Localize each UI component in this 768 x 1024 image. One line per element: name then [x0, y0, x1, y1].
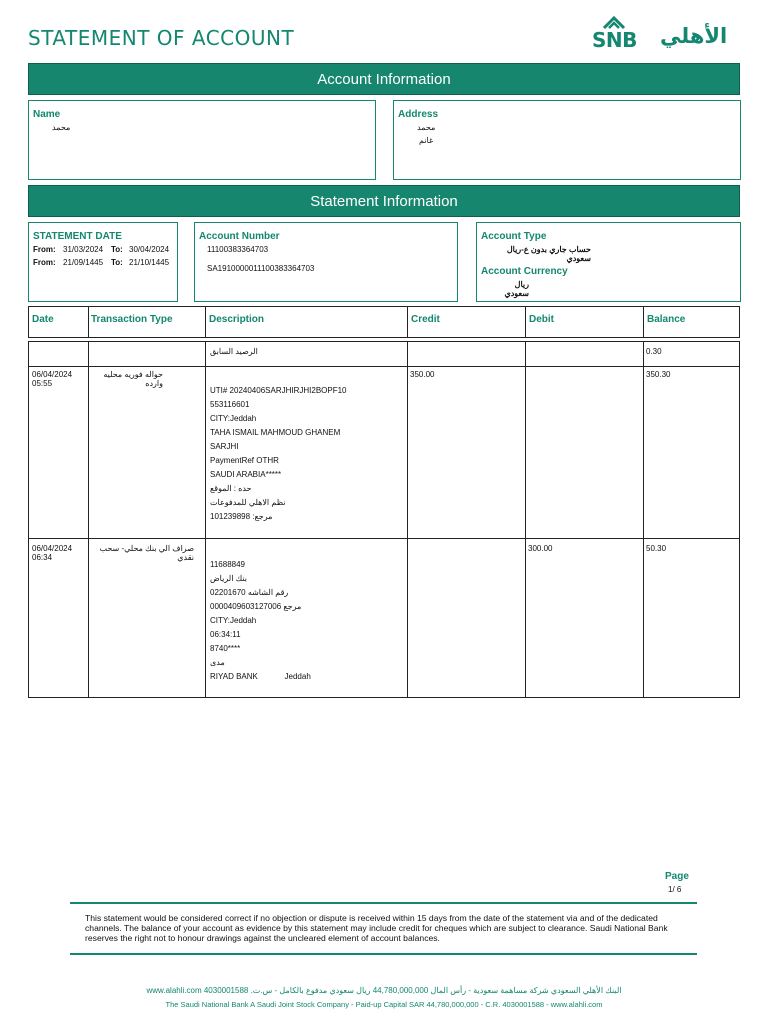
- header-cell-date: [28, 306, 89, 338]
- table-row-2-balance: [643, 538, 740, 698]
- row-1-credit: 350.00: [410, 370, 435, 379]
- row-2-date: 06/04/2024: [32, 544, 73, 553]
- table-row-0-description: [205, 341, 408, 367]
- table-row-0-balance: [643, 341, 740, 367]
- name-label: Name: [33, 109, 61, 120]
- row-2-debit: 300.00: [528, 544, 553, 553]
- row-1-desc-line-8: حده : الموقع: [210, 484, 252, 493]
- header-credit: Credit: [411, 314, 440, 325]
- row-1-desc-line-4: TAHA ISMAIL MAHMOUD GHANEM: [210, 428, 341, 437]
- account-currency: ريال سعودي: [504, 280, 529, 298]
- statement-date-label: STATEMENT DATE: [33, 231, 122, 242]
- header-date: Date: [32, 314, 54, 325]
- row-1-desc-line-10: مرجع: 101239898: [210, 512, 273, 521]
- table-row-2-credit: [407, 538, 526, 698]
- row-1-desc-line-1: UTI# 20240406SARJHIRJHI2BOPF10: [210, 386, 347, 395]
- table-row-1-credit: [407, 366, 526, 539]
- row-2-desc-line-3: رقم الشاشه 02201670: [210, 588, 289, 597]
- from-hijri: 21/09/1445: [63, 258, 104, 267]
- name-box: [28, 100, 376, 180]
- row-1-date: 06/04/2024: [32, 370, 73, 379]
- to-label: To:: [111, 245, 123, 254]
- row-2-desc-line-6: 06:34:11: [210, 630, 241, 639]
- statement-information-banner: Statement Information: [28, 185, 740, 217]
- header-transaction-type: Transaction Type: [91, 314, 173, 325]
- from-gregorian: 31/03/2024: [63, 245, 104, 254]
- name-value: محمد: [52, 123, 71, 132]
- account-type-box: [476, 222, 741, 302]
- header-balance: Balance: [647, 314, 686, 325]
- table-row-1-debit: [525, 366, 644, 539]
- address-line-1: محمد: [417, 123, 436, 132]
- table-row-1-date: [28, 366, 89, 539]
- header-debit: Debit: [529, 314, 554, 325]
- logo-text-en: SNB: [592, 28, 637, 52]
- table-row-2-date: [28, 538, 89, 698]
- row-1-desc-line-7: SAUDI ARABIA*****: [210, 470, 282, 479]
- row-1-desc-line-6: PaymentRef OTHR: [210, 456, 279, 465]
- row-1-balance: 350.30: [646, 370, 671, 379]
- table-row-2-debit: [525, 538, 644, 698]
- row-2-desc-line-4: مرجع 0000409603127006: [210, 602, 302, 611]
- logo-text-ar: الأهلي: [660, 24, 728, 48]
- row-1-type: حواله فوريه محليه وارده: [103, 370, 163, 388]
- account-type-label: Account Type: [481, 231, 547, 242]
- page-number: 1/ 6: [668, 885, 682, 894]
- account-type: حساب جاري بدون ع-ريال سعودي: [506, 245, 591, 263]
- header-description: Description: [209, 314, 265, 325]
- account-currency-label: Account Currency: [481, 266, 568, 277]
- row-2-desc-line-1: 11688849: [210, 560, 245, 569]
- account-information-banner: Account Information: [28, 63, 740, 95]
- table-row-1-description: [205, 366, 408, 539]
- row-2-balance: 50.30: [646, 544, 667, 553]
- statement-date-box: [28, 222, 178, 302]
- account-number: 11100383364703: [207, 245, 269, 254]
- row-2-desc-line-8: مدى: [210, 658, 225, 667]
- table-row-0-credit: [407, 341, 526, 367]
- row-2-desc-line-2: بنك الرياض: [210, 574, 248, 583]
- table-row-1-balance: [643, 366, 740, 539]
- table-row-2-type: [88, 538, 206, 698]
- table-row-0-type: [88, 341, 206, 367]
- footer-arabic: البنك الأهلي السعودي شركة مساهمة سعودية - رأس المال 44,780,000,000 ريال سعودي مدفوع بالكامل - س.ت. 4030001588 www.alahli.com: [146, 986, 622, 995]
- to-hijri: 21/10/1445: [129, 258, 170, 267]
- header-cell-type: [88, 306, 206, 338]
- divider-bottom: [70, 953, 697, 955]
- header-cell-balance: [643, 306, 740, 338]
- account-number-label: Account Number: [199, 231, 280, 242]
- row-1-desc-line-9: نظم الاهلي للمدفوعات: [210, 498, 286, 507]
- from-label: From:: [33, 245, 56, 254]
- iban: SA1910000011100383364703: [207, 264, 315, 273]
- row-1-desc-line-5: SARJHI: [210, 442, 239, 451]
- header-cell-description: [205, 306, 408, 338]
- address-line-2: غانم: [419, 136, 434, 145]
- from-label-hijri: From:: [33, 258, 56, 267]
- account-number-box: [194, 222, 458, 302]
- row-0-balance: 0.30: [646, 347, 662, 356]
- disclaimer-text: This statement would be considered correct if no objection or dispute is received within 15 days from the date of the statement via and of the dedicated channels. The balance of your account as evidence by this statement may include credit for cheques which are subject to clearance. Saudi National Bank reserves the right not to honour drawings against the uncleared element of account balances.: [85, 913, 668, 944]
- table-row-0-debit: [525, 341, 644, 367]
- header-cell-credit: [407, 306, 526, 338]
- row-2-desc-line-5: CITY:Jeddah: [210, 616, 257, 625]
- row-2-desc-line-7: 8740****: [210, 644, 241, 653]
- row-1-time: 05:55: [32, 379, 53, 388]
- address-box: [393, 100, 741, 180]
- header-cell-debit: [525, 306, 644, 338]
- table-row-0-date: [28, 341, 89, 367]
- row-2-type: صراف الي بنك محلي- سحب نقدي: [99, 544, 194, 562]
- row-1-desc-line-3: CITY:Jeddah: [210, 414, 257, 423]
- to-label-hijri: To:: [111, 258, 123, 267]
- table-row-2-description: [205, 538, 408, 698]
- row-1-desc-line-2: 553116601: [210, 400, 250, 409]
- address-label: Address: [398, 109, 439, 120]
- snb-logo: [592, 14, 742, 54]
- divider-top: [70, 902, 697, 904]
- to-gregorian: 30/04/2024: [129, 245, 170, 254]
- row-2-time: 06:34: [32, 553, 53, 562]
- page-label: Page: [665, 871, 689, 882]
- row-0-desc-line: الرصيد السابق: [210, 347, 258, 356]
- footer-english: The Saudi National Bank A Saudi Joint Stock Company - Paid-up Capital SAR 44,780,000,000 - C.R. 4030001588 - www.alahli.com: [165, 1000, 603, 1009]
- table-row-1-type: [88, 366, 206, 539]
- row-2-desc-line-9: RIYAD BANK Jeddah: [210, 672, 311, 681]
- document-title: STATEMENT OF ACCOUNT: [28, 26, 295, 50]
